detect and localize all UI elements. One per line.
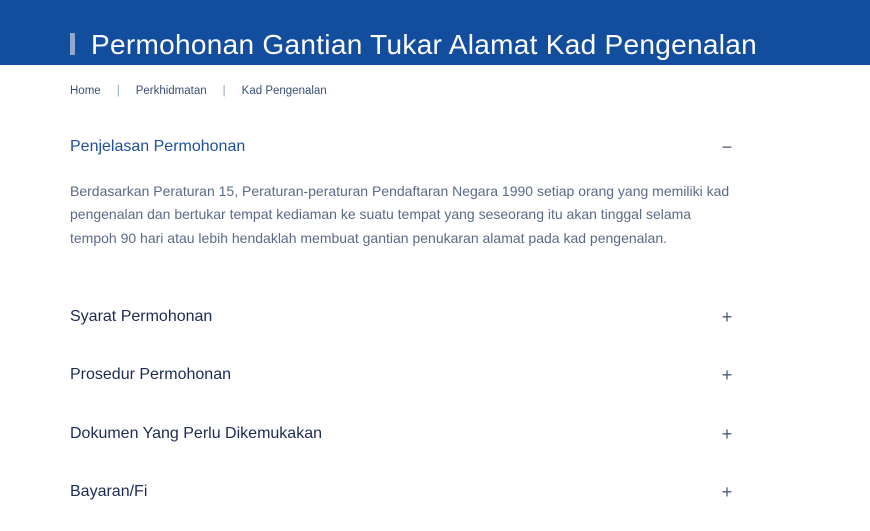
plus-icon[interactable]: + bbox=[721, 365, 733, 385]
breadcrumb-separator: | bbox=[116, 85, 120, 97]
accordion-body-penjelasan: Berdasarkan Peraturan 15, Peraturan-peraturan Pendaftaran Negara 1990 setiap orang yang memiliki kad pengenalan dan bertukar tempat kediaman ke suatu tempat yang seseorang itu akan tinggal selama tempoh 90 hari atau lebih hendaklah membuat gantian penukaran alamat pada kad pengenalan. bbox=[70, 183, 730, 246]
plus-icon[interactable]: + bbox=[721, 482, 733, 502]
accordion-title: Bayaran/Fi bbox=[70, 483, 148, 500]
minus-icon[interactable]: − bbox=[721, 137, 733, 157]
accordion-item-prosedur bbox=[70, 362, 734, 388]
page-title: Permohonan Gantian Tukar Alamat Kad Pengenalan bbox=[91, 29, 758, 60]
accordion-title: Penjelasan Permohonan bbox=[70, 138, 246, 155]
page-header bbox=[0, 0, 870, 65]
breadcrumb-separator: | bbox=[222, 85, 226, 97]
accordion-title: Prosedur Permohonan bbox=[70, 366, 231, 383]
accordion-title: Dokumen Yang Perlu Dikemukakan bbox=[70, 425, 322, 442]
accordion-header-dokumen[interactable] bbox=[70, 421, 734, 447]
accordion-item-penjelasan bbox=[70, 134, 734, 250]
plus-icon[interactable]: + bbox=[721, 424, 733, 444]
breadcrumb-home-link[interactable]: Home bbox=[70, 85, 101, 97]
accordion-header-penjelasan[interactable] bbox=[70, 134, 734, 160]
accordion-item-dokumen bbox=[70, 421, 734, 447]
breadcrumb bbox=[70, 85, 327, 97]
breadcrumb-perkhidmatan-link[interactable]: Perkhidmatan bbox=[135, 85, 207, 97]
accordion-title: Syarat Permohonan bbox=[70, 308, 213, 325]
accordion-header-bayaran[interactable] bbox=[70, 479, 734, 505]
header-accent-bar bbox=[70, 33, 75, 55]
accordion-item-bayaran bbox=[70, 479, 734, 505]
breadcrumb-kad-pengenalan-link[interactable]: Kad Pengenalan bbox=[241, 85, 327, 97]
plus-icon[interactable]: + bbox=[721, 307, 733, 327]
accordion-item-syarat bbox=[70, 304, 734, 330]
accordion-header-syarat[interactable] bbox=[70, 304, 734, 330]
accordion-header-prosedur[interactable] bbox=[70, 362, 734, 388]
